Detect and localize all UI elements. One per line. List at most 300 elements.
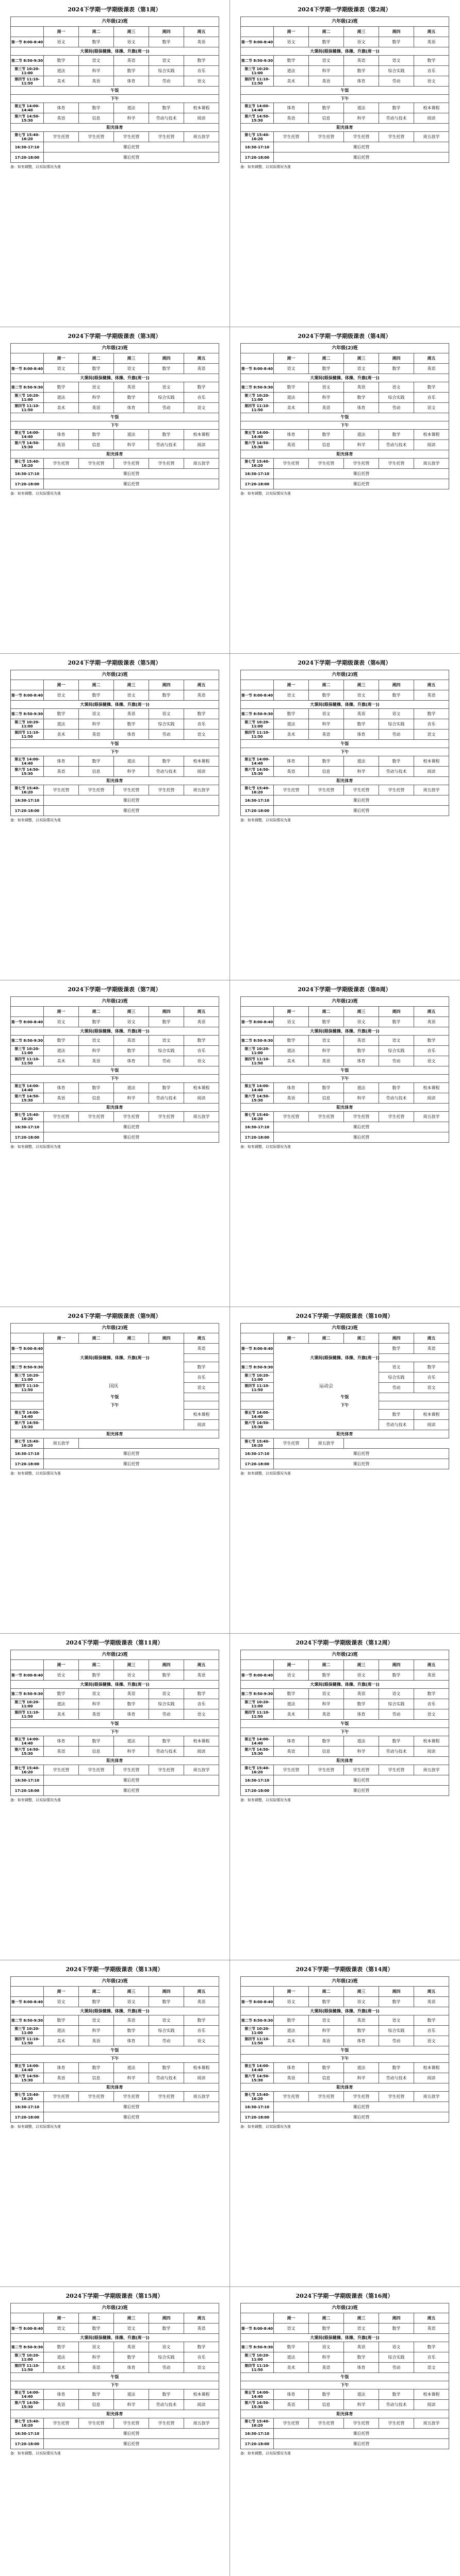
subject-cell: 语文 — [379, 1362, 414, 1372]
period-time: 第五节 14:00-14:40 — [241, 756, 274, 767]
subject-cell: 学生托管 — [274, 1112, 309, 1122]
day-header: 周一 — [44, 1660, 79, 1670]
subject-cell: 语文 — [44, 37, 79, 47]
subject-cell: 语文 — [344, 1670, 379, 1681]
section-label: 午饭 — [11, 413, 219, 421]
subject-cell: 道法 — [344, 2389, 379, 2400]
subject-cell: 综合实践 — [149, 2352, 184, 2363]
timetable — [10, 996, 219, 1143]
subject-cell: 校本课程 — [184, 1410, 219, 1420]
subject-cell: 数学 — [274, 382, 309, 393]
day-header: 周一 — [274, 1987, 309, 1997]
section-label: 下午 — [241, 1401, 449, 1410]
row-separator — [0, 653, 460, 654]
subject-cell: 数学 — [274, 1036, 309, 1046]
period-time: 第四节 11:10-11:50 — [241, 403, 274, 413]
subject-cell: 道法 — [344, 103, 379, 113]
period-time: 第六节 14:50-15:30 — [241, 1747, 274, 1757]
day-header: 周四 — [379, 1660, 414, 1670]
corner-cell — [241, 1987, 274, 1997]
class-name-header: 六年级(2)班 — [241, 997, 449, 1007]
day-header: 周一 — [44, 2313, 79, 2324]
day-header: 周五 — [414, 1007, 449, 1017]
day-header: 周四 — [379, 1987, 414, 1997]
subject-cell: 科学 — [344, 440, 379, 450]
period-time: 第七节 15:40-16:20 — [241, 2418, 274, 2429]
day-header: 周五 — [414, 1660, 449, 1670]
period-time: 第三节 10:20-11:00 — [241, 1372, 274, 1383]
period-time: 第五节 14:00-14:40 — [241, 2063, 274, 2073]
day-header: 周一 — [44, 1333, 79, 1344]
subject-cell: 学生托管 — [44, 132, 79, 142]
period-time: 17:20-18:00 — [11, 152, 44, 163]
class-name-header: 六年级(2)班 — [11, 17, 219, 27]
subject-cell: 语文 — [184, 2036, 219, 2046]
subject-cell: 劳动与技术 — [379, 2073, 414, 2083]
week-title: 2024下学期一学期级课表（第4周） — [298, 333, 391, 340]
subject-cell: 校本课程 — [414, 430, 449, 440]
subject-cell: 道法 — [114, 2389, 149, 2400]
period-time: 第一节 8:00-8:40 — [241, 37, 274, 47]
period-time: 第五节 14:00-14:40 — [11, 103, 44, 113]
subject-cell: 英语 — [414, 1017, 449, 1027]
subject-cell: 道法 — [274, 1046, 309, 1056]
subject-cell: 数学 — [414, 1362, 449, 1372]
section-label: 阳光体育 — [241, 450, 449, 459]
day-header: 周一 — [44, 680, 79, 690]
period-time: 第五节 14:00-14:40 — [241, 2389, 274, 2400]
schedule-note: 备：如有调整，以实际情况为准 — [10, 492, 61, 496]
subject-cell: 英语 — [414, 1344, 449, 1354]
subject-cell: 英语 — [414, 1997, 449, 2007]
subject-cell: 学生托管 — [44, 1112, 79, 1122]
subject-cell: 综合实践 — [379, 719, 414, 730]
day-header: 周二 — [309, 1007, 344, 1017]
period-time: 第三节 10:20-11:00 — [241, 2352, 274, 2363]
period-time: 第三节 10:20-11:00 — [241, 719, 274, 730]
subject-cell: 数学 — [184, 709, 219, 719]
subject-cell: 数学 — [79, 1083, 114, 1093]
period-time: 第五节 14:00-14:40 — [11, 2063, 44, 2073]
subject-cell: 语文 — [274, 1017, 309, 1027]
subject-cell: 语文 — [79, 2015, 114, 2026]
period-time: 第六节 14:50-15:30 — [11, 1747, 44, 1757]
subject-cell: 数学 — [79, 364, 114, 374]
subject-cell: 音乐 — [414, 1699, 449, 1709]
subject-cell: 道法 — [344, 1083, 379, 1093]
subject-cell: 语文 — [79, 1689, 114, 1699]
period-time: 第一节 8:00-8:40 — [241, 690, 274, 701]
subject-cell: 综合实践 — [149, 2026, 184, 2036]
subject-cell: 英语 — [414, 2324, 449, 2334]
subject-cell: 学生托管 — [149, 132, 184, 142]
subject-cell: 体育 — [274, 2389, 309, 2400]
day-header: 周四 — [379, 2313, 414, 2324]
period-time: 第六节 14:50-15:30 — [241, 2073, 274, 2083]
subject-cell: 语文 — [184, 76, 219, 87]
week-schedule-card — [240, 985, 449, 1149]
period-time: 第一节 8:00-8:40 — [241, 2324, 274, 2334]
subject-cell: 数学 — [344, 2352, 379, 2363]
study-cell: 课后托管 — [274, 806, 449, 816]
subject-cell: 信息 — [309, 113, 344, 124]
day-header: 周一 — [44, 353, 79, 364]
subject-cell: 劳动与技术 — [149, 1093, 184, 1104]
subject-cell: 劳动与技术 — [379, 1420, 414, 1430]
schedule-note: 备：如有调整，以实际情况为准 — [240, 1145, 291, 1149]
subject-cell: 数学 — [379, 2389, 414, 2400]
subject-cell: 体育 — [44, 1083, 79, 1093]
subject-cell: 学生托管 — [149, 459, 184, 469]
period-time: 第四节 11:10-11:50 — [11, 1383, 44, 1393]
subject-cell: 体育 — [344, 1709, 379, 1720]
subject-cell: 校本课程 — [414, 1083, 449, 1093]
subject-cell: 英语 — [414, 1670, 449, 1681]
subject-cell: 英语 — [184, 1344, 219, 1354]
subject-cell: 道法 — [274, 2352, 309, 2363]
subject-cell: 数学 — [379, 2063, 414, 2073]
subject-cell: 英语 — [79, 2036, 114, 2046]
section-label: 午饭 — [241, 1720, 449, 1728]
period-time: 第三节 10:20-11:00 — [11, 393, 44, 403]
section-label: 大课间(眼保健操、体操、升旗(周一)) — [11, 2007, 219, 2015]
section-label: 阳光体育 — [241, 1757, 449, 1765]
study-cell: 课后托管 — [274, 2112, 449, 2123]
subject-cell: 英语 — [309, 403, 344, 413]
section-label: 午饭 — [241, 87, 449, 95]
subject-cell: 学生托管 — [149, 785, 184, 795]
section-label: 大课间(眼保健操、体操、升旗(周一)) — [241, 701, 449, 709]
subject-cell: 语文 — [379, 382, 414, 393]
subject-cell: 数学 — [274, 2015, 309, 2026]
schedule-note: 备：如有调整，以实际情况为准 — [10, 165, 61, 169]
day-header: 周二 — [309, 27, 344, 37]
day-header: 周三 — [344, 2313, 379, 2324]
timetable — [10, 343, 219, 489]
subject-cell: 道法 — [44, 1046, 79, 1056]
subject-cell: 科学 — [114, 113, 149, 124]
subject-cell: 数学 — [184, 1362, 219, 1372]
period-time: 17:20-18:00 — [241, 1786, 274, 1796]
study-cell: 课后托管 — [44, 1786, 219, 1796]
period-time: 第四节 11:10-11:50 — [241, 730, 274, 740]
subject-cell: 数学 — [149, 1017, 184, 1027]
study-cell: 课后托管 — [274, 1459, 449, 1469]
subject-cell: 学生托管 — [114, 459, 149, 469]
subject-cell: 信息 — [309, 2073, 344, 2083]
day-header: 周三 — [114, 353, 149, 364]
subject-cell: 语文 — [44, 1017, 79, 1027]
subject-cell: 校本课程 — [184, 430, 219, 440]
subject-cell: 英语 — [79, 2363, 114, 2373]
schedule-note: 备：如有调整，以实际情况为准 — [240, 818, 291, 822]
subject-cell: 数学 — [149, 1736, 184, 1747]
day-header: 周二 — [309, 680, 344, 690]
period-time: 16:30-17:10 — [11, 142, 44, 152]
subject-cell: 英语 — [274, 1093, 309, 1104]
subject-cell: 数学 — [79, 430, 114, 440]
subject-cell: 英语 — [79, 1709, 114, 1720]
timetable — [240, 343, 449, 489]
subject-cell: 数学 — [379, 1410, 414, 1420]
subject-cell: 英语 — [44, 440, 79, 450]
day-header: 周四 — [149, 680, 184, 690]
subject-cell: 综合实践 — [149, 66, 184, 76]
subject-cell: 学生托管 — [79, 132, 114, 142]
week-title: 2024下学期一学期级课表（第9周） — [68, 1313, 161, 1319]
subject-cell: 学生托管 — [309, 2092, 344, 2102]
subject-cell: 劳动 — [379, 1383, 414, 1393]
subject-cell: 数学 — [309, 430, 344, 440]
subject-cell: 英语 — [274, 2073, 309, 2083]
schedule-note: 备：如有调整，以实际情况为准 — [240, 1471, 291, 1476]
subject-cell: 道法 — [274, 66, 309, 76]
subject-cell: 科学 — [344, 2400, 379, 2410]
subject-cell: 校本课程 — [184, 2063, 219, 2073]
subject-cell: 语文 — [414, 2363, 449, 2373]
subject-cell: 语文 — [344, 2324, 379, 2334]
subject-cell: 美术 — [274, 403, 309, 413]
subject-cell: 体育 — [344, 403, 379, 413]
subject-cell: 学生托管 — [79, 2418, 114, 2429]
subject-cell: 音乐 — [414, 1372, 449, 1383]
period-time: 第三节 10:20-11:00 — [11, 1372, 44, 1383]
subject-cell: 数学 — [44, 1036, 79, 1046]
period-time: 第七节 15:40-16:20 — [11, 1112, 44, 1122]
day-header: 周四 — [379, 1333, 414, 1344]
subject-cell: 学生托管 — [379, 2092, 414, 2102]
study-cell: 课后托管 — [274, 479, 449, 489]
study-cell: 课后托管 — [44, 2102, 219, 2112]
subject-cell: 科学 — [344, 1093, 379, 1104]
day-header: 周一 — [274, 680, 309, 690]
subject-cell: 数学 — [309, 1083, 344, 1093]
subject-cell: 音乐 — [414, 719, 449, 730]
period-time: 第三节 10:20-11:00 — [11, 719, 44, 730]
section-label: 午饭 — [241, 413, 449, 421]
subject-cell: 数学 — [309, 690, 344, 701]
period-time: 第七节 15:40-16:20 — [241, 459, 274, 469]
day-header: 周三 — [344, 1660, 379, 1670]
week-schedule-card — [10, 5, 219, 170]
subject-cell: 语文 — [44, 1997, 79, 2007]
subject-cell: 科学 — [114, 2400, 149, 2410]
subject-cell: 数学 — [184, 1036, 219, 1046]
study-cell: 课后托管 — [274, 795, 449, 806]
schedule-note: 备：如有调整，以实际情况为准 — [10, 2451, 61, 2455]
period-time: 16:30-17:10 — [11, 469, 44, 479]
subject-cell: 美术 — [274, 730, 309, 740]
subject-cell: 语文 — [344, 37, 379, 47]
subject-cell: 英语 — [114, 2015, 149, 2026]
subject-cell: 英语 — [184, 1017, 219, 1027]
subject-cell: 科学 — [114, 767, 149, 777]
subject-cell: 体育 — [114, 1056, 149, 1066]
subject-cell: 学生托管 — [79, 1112, 114, 1122]
period-time: 第二节 8:50-9:30 — [11, 2015, 44, 2026]
week-schedule-card — [240, 5, 449, 170]
class-name-header: 六年级(2)班 — [11, 2303, 219, 2313]
subject-cell: 语文 — [44, 364, 79, 374]
subject-cell: 学生托管 — [274, 2092, 309, 2102]
section-label: 下午 — [11, 1401, 219, 1410]
corner-cell — [11, 1660, 44, 1670]
subject-cell: 数学 — [379, 1670, 414, 1681]
period-time: 第七节 15:40-16:20 — [241, 1112, 274, 1122]
subject-cell: 信息 — [79, 767, 114, 777]
period-time: 16:30-17:10 — [11, 1775, 44, 1786]
subject-cell: 劳动与技术 — [149, 440, 184, 450]
subject-cell: 英语 — [344, 1689, 379, 1699]
subject-cell: 语文 — [184, 730, 219, 740]
period-time: 第一节 8:00-8:40 — [11, 690, 44, 701]
period-time: 第七节 15:40-16:20 — [11, 2092, 44, 2102]
period-time: 17:20-18:00 — [11, 806, 44, 816]
subject-cell: 语文 — [414, 2036, 449, 2046]
subject-cell: 科学 — [344, 113, 379, 124]
subject-cell: 阅读 — [184, 1747, 219, 1757]
subject-cell: 数学 — [149, 364, 184, 374]
corner-cell — [241, 1007, 274, 1017]
schedule-note: 备：如有调整，以实际情况为准 — [240, 2125, 291, 2129]
period-time: 第七节 15:40-16:20 — [241, 1765, 274, 1775]
section-label: 下午 — [11, 421, 219, 430]
subject-cell: 信息 — [79, 1747, 114, 1757]
subject-cell: 校本课程 — [414, 2063, 449, 2073]
day-header: 周一 — [274, 1333, 309, 1344]
subject-cell: 数学 — [44, 2015, 79, 2026]
day-header: 周三 — [114, 1987, 149, 1997]
day-header: 周一 — [274, 353, 309, 364]
period-time: 第三节 10:20-11:00 — [241, 2026, 274, 2036]
subject-cell: 数学 — [379, 1344, 414, 1354]
subject-cell: 道法 — [44, 66, 79, 76]
subject-cell: 英语 — [44, 2400, 79, 2410]
subject-cell: 信息 — [309, 767, 344, 777]
period-time: 第二节 8:50-9:30 — [11, 1689, 44, 1699]
period-time: 第七节 15:40-16:20 — [11, 132, 44, 142]
subject-cell: 美术 — [274, 2363, 309, 2373]
week-schedule-card — [240, 1638, 449, 1803]
subject-cell: 音乐 — [184, 719, 219, 730]
subject-cell: 语文 — [274, 1997, 309, 2007]
class-name-header: 六年级(2)班 — [11, 1324, 219, 1333]
subject-cell: 学生托管 — [274, 2418, 309, 2429]
subject-cell: 数学 — [79, 2324, 114, 2334]
subject-cell: 数学 — [114, 393, 149, 403]
period-time: 17:20-18:00 — [11, 1459, 44, 1469]
period-time: 第七节 15:40-16:20 — [11, 459, 44, 469]
subject-cell: 阅读 — [184, 1420, 219, 1430]
subject-cell: 英语 — [414, 690, 449, 701]
week-schedule-card — [240, 2292, 449, 2456]
subject-cell: 体育 — [114, 2036, 149, 2046]
subject-cell: 英语 — [184, 1997, 219, 2007]
subject-cell: 周五放学 — [414, 2418, 449, 2429]
subject-cell: 语文 — [274, 2324, 309, 2334]
subject-cell: 数学 — [79, 103, 114, 113]
subject-cell: 语文 — [114, 37, 149, 47]
day-header: 周二 — [309, 1987, 344, 1997]
period-time: 第五节 14:00-14:40 — [241, 103, 274, 113]
subject-cell: 语文 — [344, 364, 379, 374]
period-time: 第三节 10:20-11:00 — [241, 393, 274, 403]
subject-cell: 音乐 — [184, 1699, 219, 1709]
subject-cell: 英语 — [44, 767, 79, 777]
section-label: 阳光体育 — [11, 2083, 219, 2092]
subject-cell: 学生托管 — [379, 2418, 414, 2429]
section-label: 午饭 — [11, 2046, 219, 2055]
subject-cell: 英语 — [114, 2342, 149, 2352]
subject-cell: 数学 — [79, 1736, 114, 1747]
subject-cell: 音乐 — [184, 2352, 219, 2363]
subject-cell: 数学 — [149, 690, 184, 701]
subject-cell: 体育 — [44, 103, 79, 113]
corner-cell — [11, 1987, 44, 1997]
section-label: 下午 — [11, 1728, 219, 1736]
subject-cell: 体育 — [114, 730, 149, 740]
subject-cell: 科学 — [309, 2026, 344, 2036]
subject-cell: 劳动 — [379, 730, 414, 740]
class-name-header: 六年级(2)班 — [241, 344, 449, 353]
subject-cell: 学生托管 — [309, 785, 344, 795]
study-cell: 课后托管 — [274, 1122, 449, 1132]
subject-cell: 体育 — [44, 756, 79, 767]
subject-cell: 学生托管 — [44, 1765, 79, 1775]
day-header: 周二 — [79, 2313, 114, 2324]
study-cell: 课后托管 — [44, 2112, 219, 2123]
period-time: 第六节 14:50-15:30 — [11, 440, 44, 450]
schedule-note: 备：如有调整，以实际情况为准 — [240, 2451, 291, 2455]
subject-cell: 信息 — [309, 2400, 344, 2410]
subject-cell: 英语 — [344, 56, 379, 66]
subject-cell: 周五放学 — [184, 132, 219, 142]
subject-cell: 语文 — [114, 690, 149, 701]
column-divider — [229, 0, 230, 2576]
day-header: 周五 — [184, 1333, 219, 1344]
period-time: 第一节 8:00-8:40 — [241, 1997, 274, 2007]
subject-cell: 道法 — [274, 393, 309, 403]
subject-cell: 语文 — [149, 56, 184, 66]
subject-cell: 数学 — [44, 709, 79, 719]
schedule-note: 备：如有调整，以实际情况为准 — [240, 492, 291, 496]
subject-cell: 劳动 — [379, 76, 414, 87]
subject-cell: 美术 — [44, 76, 79, 87]
period-time: 17:20-18:00 — [11, 1132, 44, 1143]
subject-cell: 体育 — [344, 2363, 379, 2373]
day-header: 周五 — [414, 2313, 449, 2324]
subject-cell: 学生托管 — [344, 1112, 379, 1122]
week-title: 2024下学期一学期级课表（第6周） — [298, 659, 391, 666]
subject-cell: 语文 — [414, 1056, 449, 1066]
week-title: 2024下学期一学期级课表（第1周） — [68, 6, 161, 13]
period-time: 第一节 8:00-8:40 — [11, 1344, 44, 1354]
corner-cell — [11, 1007, 44, 1017]
schedule-note: 备：如有调整，以实际情况为准 — [240, 165, 291, 169]
corner-cell — [11, 1333, 44, 1344]
corner-cell — [11, 353, 44, 364]
subject-cell: 语文 — [379, 56, 414, 66]
subject-cell: 学生托管 — [44, 459, 79, 469]
section-label: 下午 — [11, 748, 219, 756]
subject-cell: 数学 — [114, 2026, 149, 2036]
day-header: 周四 — [379, 27, 414, 37]
period-time: 第四节 11:10-11:50 — [241, 2036, 274, 2046]
period-time: 第三节 10:20-11:00 — [11, 66, 44, 76]
subject-cell: 科学 — [114, 2073, 149, 2083]
subject-cell: 音乐 — [184, 1372, 219, 1383]
subject-cell: 数学 — [44, 382, 79, 393]
